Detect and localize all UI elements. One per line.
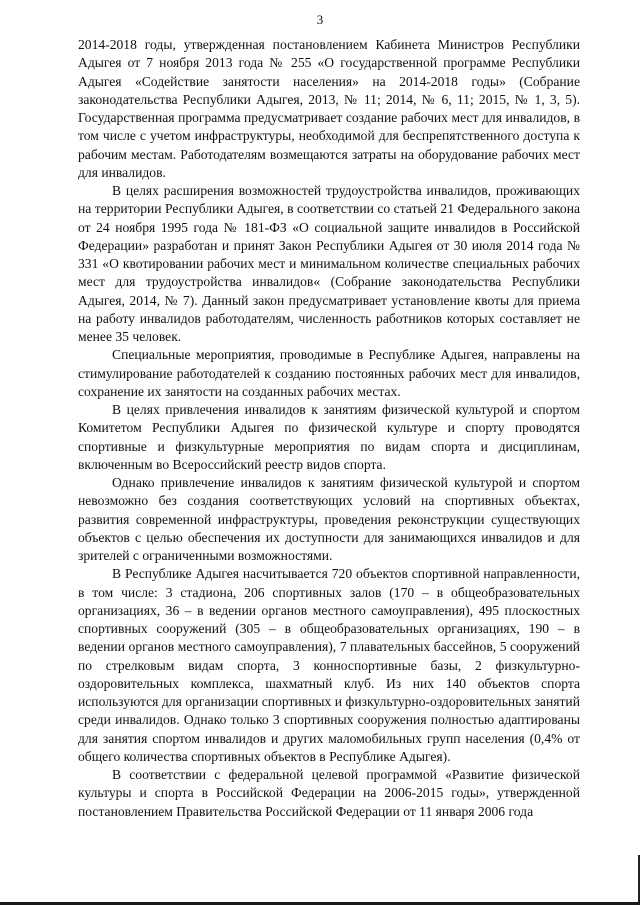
document-body (78, 36, 580, 821)
page-number: 3 (316, 12, 324, 27)
paragraph-program-continuation: 2014-2018 годы, утвержденная постановлением Кабинета Министров Республики Адыгея от 7 ноября 2013 года № 255 «О государственной программе Республики Адыгея «Содействие занятости населения» на 2014-2018 годы» (Собрание законодательства Республики Адыгея, 2013, № 11; 2014, № 6, 11; 2015, № 1, 3, 5). Государственная программа предусматривает создание рабочих мест для инвалидов, в том числе с учетом инфраструктуры, необходимой для беспрепятственного доступа к рабочим местам. Работодателям возмещаются затраты на оборудование рабочих мест для инвалидов. (78, 37, 580, 180)
paragraph-quota-law: В целях расширения возможностей трудоустройства инвалидов, проживающих на территории Республики Адыгея, в соответствии со статьей 21 Федерального закона от 24 ноября 1995 года № 181-ФЗ «О социальной защите инвалидов в Российской Федерации» разработан и принят Закон Республики Адыгея от 30 июля 2014 года № 331 «О квотировании рабочих мест и минимальном количестве специальных рабочих мест для трудоустройства инвалидов« (Собрание законодательства Республики Адыгея, 2014, № 7). Данный закон предусматривает установление квоты для приема на работу инвалидов работодателям, численность работников которых составляет не менее 35 человек. (78, 183, 580, 344)
paragraph-sports-facilities: В Республике Адыгея насчитывается 720 объектов спортивной направленности, в том числе: 3 стадиона, 206 спортивных залов (170 – в общеобразовательных организациях, 36 – в ведении органов местного самоуправления), 495 плоскостных спортивных сооружений (305 – в общеобразовательных организациях, 190 – в ведении органов местного самоуправления), 7 плавательных бассейнов, 5 сооружений по стрелковым видам спорта, 3 конноспортивные базы, 2 физкультурно-оздоровительных комплекса, шахматный клуб. Из них 140 объектов спорта используются для организации спортивных и физкультурно-оздоровительных занятий среди инвалидов. Однако только 3 спортивных сооружения полностью адаптированы для занятия спортом инвалидов и других маломобильных групп населения (0,4% от общего количества спортивных объектов в Республике Адыгея). (78, 566, 580, 764)
paragraph-sports-committee: В целях привлечения инвалидов к занятиям физической культурой и спортом Комитетом Республики Адыгея по физической культуре и спорту проводятся спортивные и физкультурные мероприятия по видам спорта и дисциплинам, включенным во Всероссийский реестр видов спорта. (78, 402, 580, 472)
paragraph-special-measures: Специальные мероприятия, проводимые в Республике Адыгея, направлены на стимулирование работодателей к созданию постоянных рабочих мест для инвалидов, сохранение их занятости на созданных рабочих местах. (78, 347, 580, 399)
paragraph-federal-program: В соответствии с федеральной целевой программой «Развитие физической культуры и спорта в Российской Федерации на 2006-2015 годы», утвержденной постановлением Правительства Российской Федерации от 11 января 2006 года (78, 767, 580, 819)
paragraph-sports-conditions: Однако привлечение инвалидов к занятиям физической культурой и спортом невозможно без создания соответствующих условий на спортивных объектах, развития современной инфраструктуры, проведения реконструкции существующих объектов с целью обеспечения их доступности для занимающихся инвалидов и для зрителей с ограниченными возможностями. (78, 475, 580, 563)
